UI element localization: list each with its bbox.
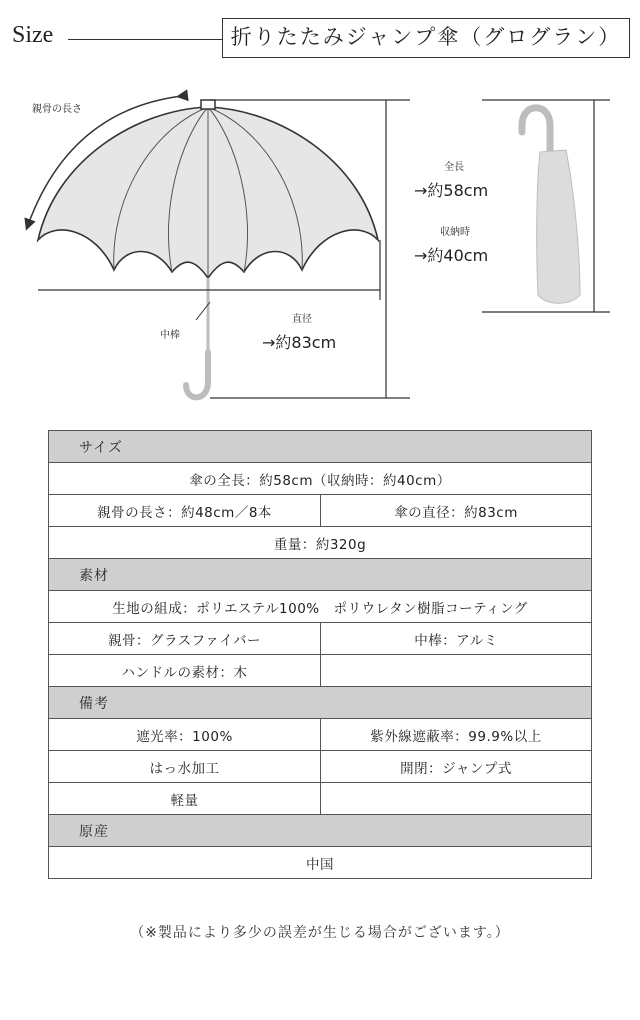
rib-length-label: 親骨の長さ [32,104,82,115]
umbrella-diagram [0,80,640,414]
folded-value: →約40cm [414,246,489,265]
section-heading-material: 素材 [49,559,592,591]
total-label: 全長 [444,162,464,173]
folded-label: 収納時 [440,227,470,238]
spec-rib-material: 親骨：グラスファイバー [49,623,321,655]
spec-open-close: 開閉：ジャンプ式 [321,751,592,783]
spec-origin: 中国 [49,847,592,879]
section-heading-size: サイズ [49,431,592,463]
section-heading-origin: 原産 [49,815,592,847]
spec-handle-material: ハンドルの素材：木 [49,655,321,687]
diameter-value: →約83cm [262,333,337,352]
size-rule-line [68,39,222,40]
folded-canopy [537,150,580,303]
spec-empty-cell [321,783,592,815]
spec-light-blocking: 遮光率：100% [49,719,321,751]
spec-empty-cell [321,655,592,687]
spec-lightweight: 軽量 [49,783,321,815]
size-label: Size [12,22,54,48]
section-heading-notes: 備考 [49,687,592,719]
umbrella-handle [186,352,208,397]
product-title: 折りたたみジャンプ傘（グログラン） [222,18,630,58]
spec-water-repellent: はっ水加工 [49,751,321,783]
spec-weight: 重量：約320g [49,527,592,559]
folded-handle [522,108,550,152]
total-value: →約58cm [414,181,489,200]
umbrella-tip [201,100,215,109]
spec-diameter: 傘の直径：約83cm [321,495,592,527]
spec-shaft-material: 中棒：アルミ [321,623,592,655]
spec-uv-blocking: 紫外線遮蔽率：99.9%以上 [321,719,592,751]
spec-fabric: 生地の組成：ポリエステル100% ポリウレタン樹脂コーティング [49,591,592,623]
spec-rib-length: 親骨の長さ：約48cm／8本 [49,495,321,527]
spec-table [48,430,592,879]
folded-umbrella [482,100,610,312]
footnote: （※製品により多少の誤差が生じる場合がございます。） [130,925,510,941]
shaft-label: 中棒 [160,330,180,341]
spec-total-length: 傘の全長：約58cm（収納時：約40cm） [49,463,592,495]
open-umbrella [38,100,378,397]
diameter-label: 直径 [292,314,312,325]
